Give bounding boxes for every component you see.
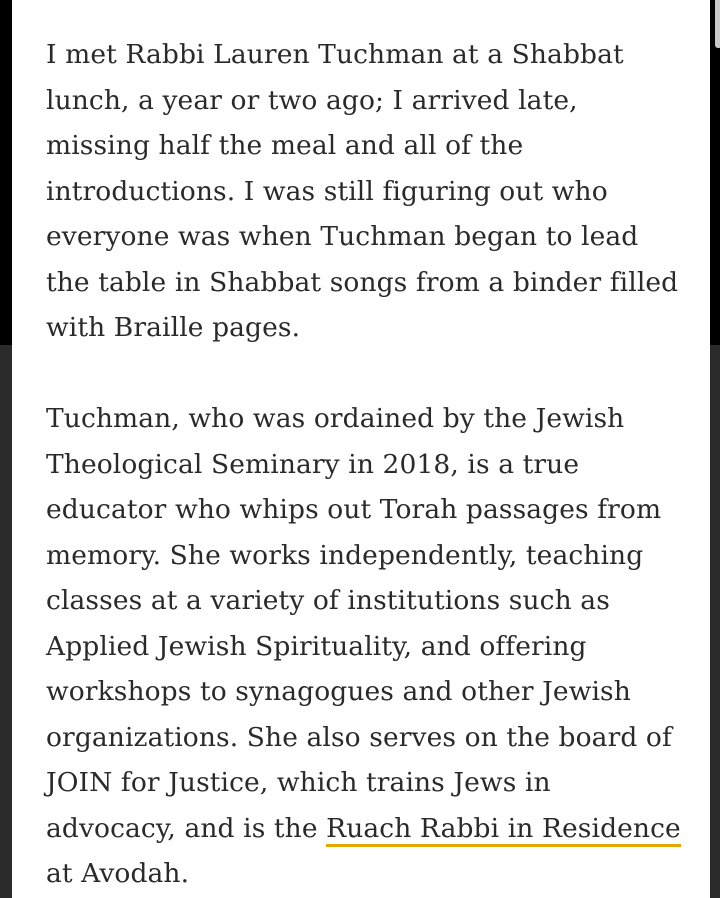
ruach-rabbi-link[interactable]: Ruach Rabbi in Residence — [326, 813, 681, 847]
paragraph-text-end: at Avodah. — [46, 858, 190, 889]
paragraph-text: Tuchman, who was ordained by the Jewish Theological Seminary in 2018, is a true educator who whips out Torah passages from memory. She works independently, teaching classes at a variety of institutions such as Applied Jewish Spirituality, and offering workshops to synagogues and other Jewish organizations. She also serves on the board of JOIN for Justice, which trains Jews in advocacy, and is the — [46, 403, 672, 844]
article-paragraph-1: I met Rabbi Lauren Tuchman at a Shabbat lunch, a year or two ago; I arrived late, missing half the meal and all of the introductions. I was still figuring out who everyone was when Tuchman began to lead the table in Shabbat songs from a binder filled with Braille pages. — [46, 39, 679, 343]
scrollbar-thumb[interactable] — [715, 0, 720, 48]
article-paragraph-2 — [46, 396, 686, 897]
article-body — [12, 0, 710, 898]
